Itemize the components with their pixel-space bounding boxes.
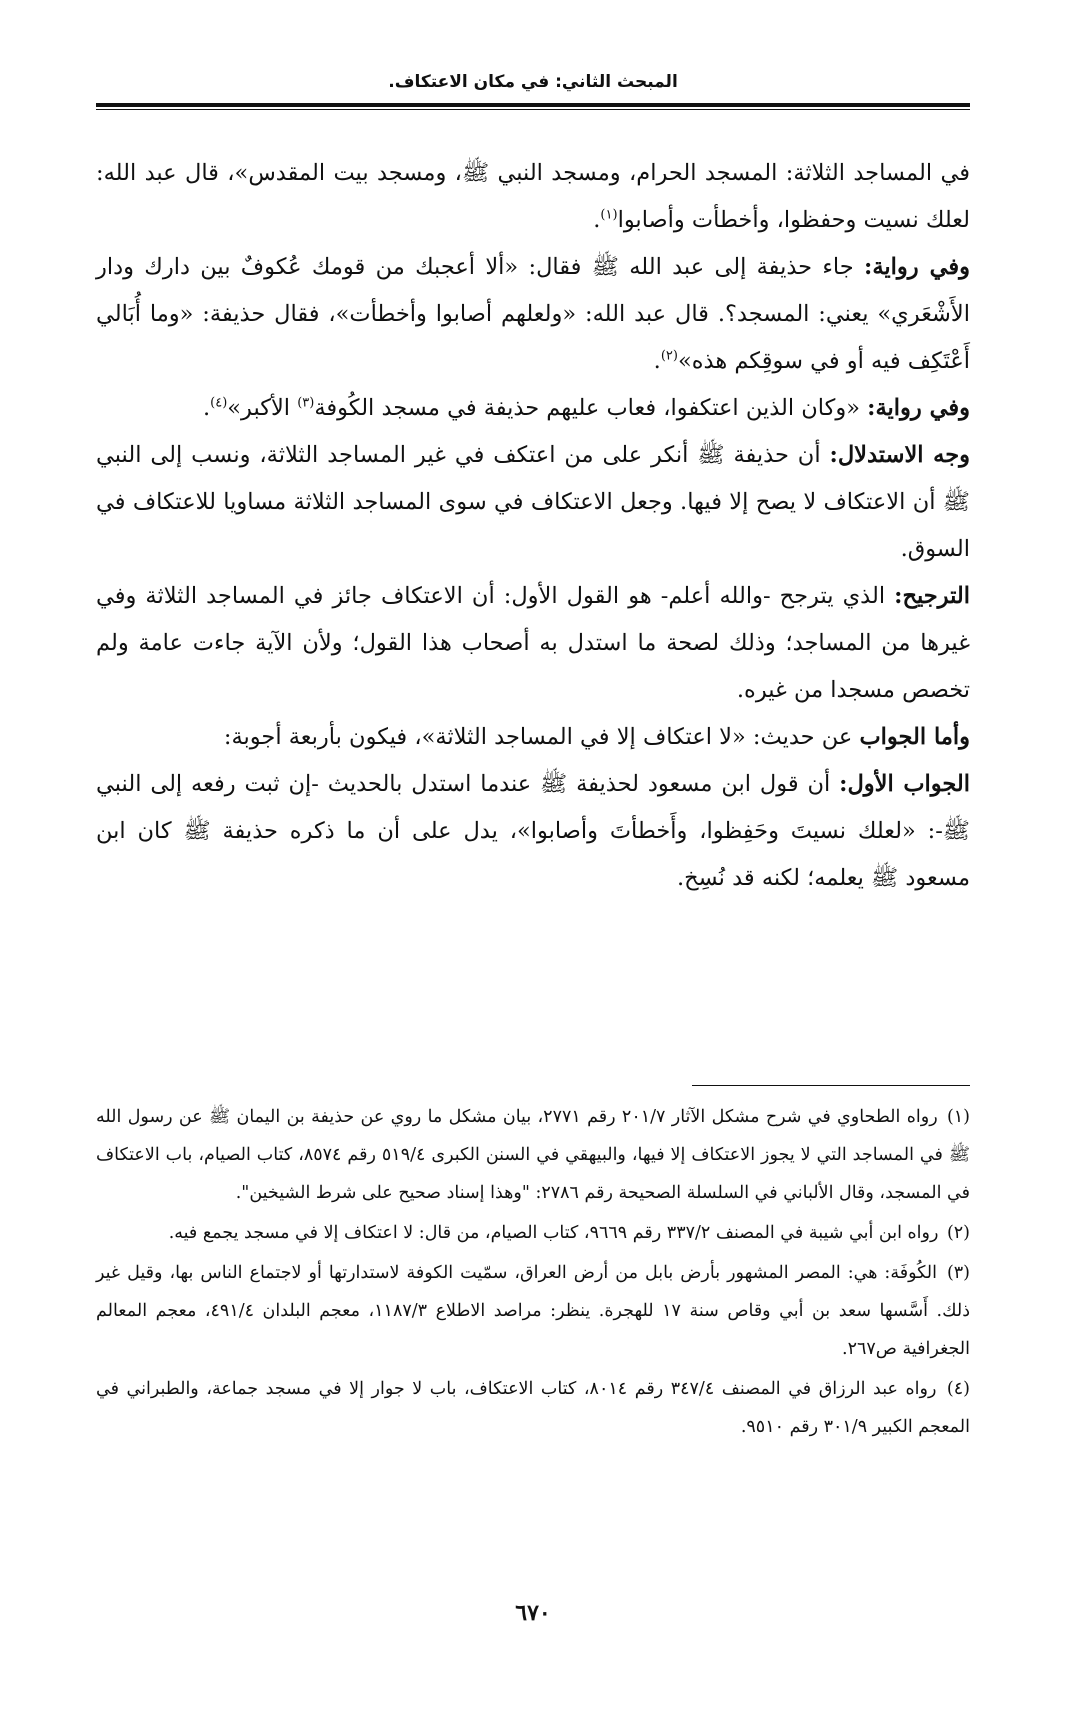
paragraph-2-end: .	[653, 348, 661, 374]
paragraph-5-text: الذي يترجح -والله أعلم- هو القول الأول: أن الاعتكاف جائز في المساجد الثلاثة وفي غيرها من المساجد؛ وذلك لصحة ما استدل به أصحاب هذا القول؛ ولأن الآية جاءت عامة ولم تخصص مسجدا من غيره.	[96, 583, 970, 703]
paragraph-5-lead: الترجيح:	[894, 583, 970, 609]
main-text	[96, 150, 970, 902]
footnote-ref-4[interactable]: (٤)	[210, 395, 228, 411]
paragraph-1	[96, 150, 970, 244]
paragraph-3-text-a: «وكان الذين اعتكفوا، فعاب عليهم حذيفة في مسجد الكُوفة	[314, 395, 868, 421]
footnote-number: (٤)	[946, 1379, 970, 1399]
paragraph-1-text: في المساجد الثلاثة: المسجد الحرام، ومسجد النبي ﷺ، ومسجد بيت المقدس»، قال عبد الله: لعلك نسيت وحفظوا، وأخطأت وأصابوا	[96, 160, 970, 233]
footnote-text: رواه الطحاوي في شرح مشكل الآثار ٢٠١/٧ رقم ٢٧٧١، بيان مشكل ما روي عن حذيفة بن اليمان ﷺ عن رسول الله ﷺ في المساجد التي لا يجوز الاعتكاف إلا فيها، والبيهقي في السنن الكبرى ٥١٩/٤ رقم ٨٥٧٤، كتاب الصيام، باب الاعتكاف في المسجد، وقال الألباني في السلسلة الصحيحة رقم ٢٧٨٦: "وهذا إسناد صحيح على شرط الشيخين".	[96, 1107, 970, 1203]
paragraph-6-text: عن حديث: «لا اعتكاف إلا في المساجد الثلاثة»، فيكون بأربعة أجوبة:	[223, 724, 860, 750]
paragraph-4-lead: وجه الاستدلال:	[829, 442, 970, 468]
paragraph-3-lead: وفي رواية:	[867, 395, 970, 421]
paragraph-4-text: أن حذيفة ﷺ أنكر على من اعتكف في غير المساجد الثلاثة، ونسب إلى النبي ﷺ أن الاعتكاف لا يصح إلا فيها. وجعل الاعتكاف في سوى المساجد الثلاثة مساويا للاعتكاف في السوق.	[96, 442, 970, 562]
footnote-ref-2[interactable]: (٢)	[660, 348, 678, 364]
paragraph-5	[96, 573, 970, 714]
footnote-text: الكُوفَة: هي: المصر المشهور بأرض بابل من أرض العراق، سمّيت الكوفة لاستدارتها أو لاجتماع الناس بها، وقيل غير ذلك. أَسَّسها سعد بن أبي وقاص سنة ١٧ للهجرة. ينظر: مراصد الاطلاع ١١٨٧/٣، معجم البلدان ٤٩١/٤، معجم المعالم الجغرافية ص٢٦٧.	[96, 1263, 970, 1359]
paragraph-6	[96, 714, 970, 761]
running-header: المبحث الثاني: في مكان الاعتكاف.	[388, 72, 678, 92]
footnote-1	[96, 1098, 970, 1212]
footnote-3	[96, 1254, 970, 1368]
footnote-ref-1[interactable]: (١)	[600, 207, 618, 223]
paragraph-1-end: .	[593, 207, 601, 233]
footnote-text: رواه عبد الرزاق في المصنف ٣٤٧/٤ رقم ٨٠١٤، كتاب الاعتكاف، باب لا جوار إلا في مسجد جماعة، والطبراني في المعجم الكبير ٣٠١/٩ رقم ٩٥١٠.	[96, 1379, 970, 1437]
paragraph-2-text: جاء حذيفة إلى عبد الله ﷺ فقال: «ألا أعجبك من قومك عُكوفٌ بين دارك ودار الأَشْعَري» يعني: المسجد؟. قال عبد الله: «ولعلهم أصابوا وأخطأت»، فقال حذيفة: «وما أُبَالي أَعْتَكِف فيه أو في سوقِكم هذه»	[96, 254, 970, 374]
paragraph-6-lead: وأما الجواب	[859, 724, 970, 750]
paragraph-7	[96, 761, 970, 902]
paragraph-3-text-b: الأكبر»	[227, 395, 298, 421]
footnote-2	[96, 1214, 970, 1252]
footnotes	[96, 1098, 970, 1448]
footnote-ref-3[interactable]: (٣)	[297, 395, 315, 411]
page-number: ٦٧٠	[515, 1600, 551, 1626]
footnote-4	[96, 1370, 970, 1446]
footnote-number: (٢)	[946, 1223, 970, 1243]
paragraph-4	[96, 432, 970, 573]
paragraph-2	[96, 244, 970, 385]
footnote-separator	[692, 1085, 970, 1086]
footnote-text: رواه ابن أبي شيبة في المصنف ٣٣٧/٢ رقم ٩٦٦٩، كتاب الصيام، من قال: لا اعتكاف إلا في مسجد يجمع فيه.	[168, 1223, 939, 1243]
paragraph-7-lead: الجواب الأول:	[839, 771, 971, 797]
footnote-number: (٣)	[946, 1263, 970, 1283]
footnote-number: (١)	[946, 1107, 970, 1127]
header-rule	[96, 103, 970, 110]
paragraph-7-text: أن قول ابن مسعود لحذيفة ﷺ عندما استدل بالحديث -إن ثبت رفعه إلى النبي ﷺ-: «لعلك نسيتَ وحَفِظوا، وأَخطأتَ وأصابوا»، يدل على أن ما ذكره حذيفة ﷺ كان ابن مسعود ﷺ يعلمه؛ لكنه قد نُسِخ.	[96, 771, 970, 891]
paragraph-3-end: .	[202, 395, 211, 421]
paragraph-2-lead: وفي رواية:	[864, 254, 970, 280]
paragraph-3	[96, 385, 970, 432]
